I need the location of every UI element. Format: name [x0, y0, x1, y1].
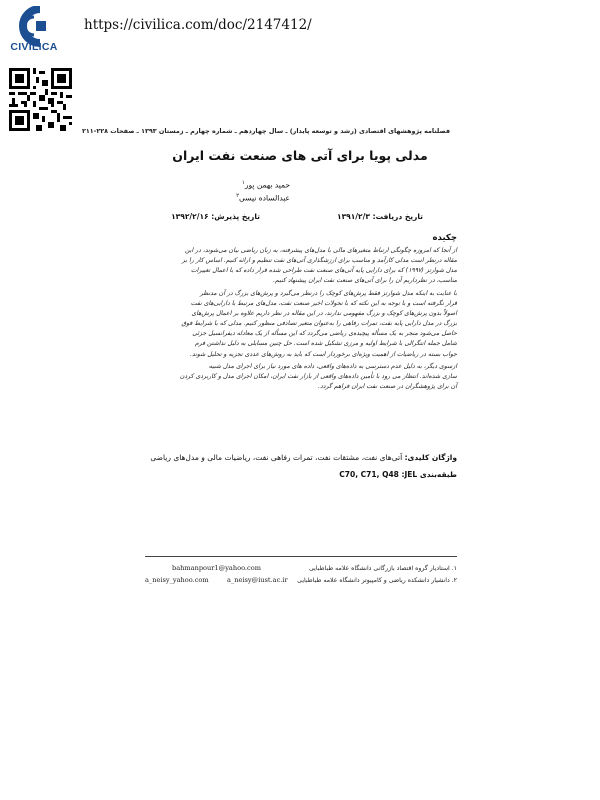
footnote-1-email[interactable]: bahmanpour1@yahoo.com	[172, 564, 261, 572]
abstract-line: با عنایت به اینکه مدل شوارتز فقط پرش‌های کوچک را درنظر می‌گیرد و پرش‌های بزرگ در آن مدنظر	[199, 290, 457, 297]
keywords	[142, 452, 457, 464]
abstract-line: مدل شوارتز (۱۹۹۷) که برای دارایی پایه آتی‌های صنعت نفت طراحی شده قرار داده که با اعمال تغییرات	[190, 267, 457, 275]
qr-code-icon	[9, 68, 72, 131]
abstract-line: حاصل می‌شود منجر به یک مسأله پیچیده‌ی ریاضی می‌گردد که این مسأله از یک معادله دیفرانسیل جزئی	[192, 330, 457, 338]
author-name: عبدالساده نیسی	[239, 193, 290, 203]
keywords-text: آتی‌های نفت، مشتقات نفت، تمرات رفاهی نفت، ریاضیات مالی و مدل‌های ریاضی	[150, 453, 403, 462]
abstract-line: اصولاً بدون پرش‌های کوچک و بزرگ مفهومی ندارند، در این مقاله در نظر داریم علاوه بر اعمال پرش‌های	[191, 310, 457, 318]
keywords-label: واژگان کلیدی:	[404, 453, 457, 462]
abstract-line: سازی شده‌اند. انتظار می رود با تأمین داده‌های واقعی از بازار نفت ایران، امکان اجرای مدل و کاربردی کردن	[179, 373, 457, 381]
abstract-line: مناسب، در نظرداریم آن را برای آتی‌های صنعت نفت ایران پیشنهاد کنیم.	[273, 277, 457, 285]
abstract-line: قرار نگرفته است و با توجه به این نکته که با تحولات اخیر صنعت نفت، مدل‌های مرتبط با دارایی‌های نفت	[190, 300, 457, 308]
author-2	[236, 193, 290, 203]
jel-classification	[339, 470, 457, 479]
author-name: حمید بهمن پور	[244, 180, 290, 190]
abstract-paragraph-1	[142, 246, 457, 286]
paper-title: مدلی پویا برای آتی های صنعت نفت ایران	[172, 148, 428, 163]
accepted-date: تاریخ پذیرش: ۱۳۹۲/۲/۱۶	[171, 212, 260, 221]
jel-label: طبقه‌بندی JEL:	[401, 470, 457, 479]
author-1	[242, 180, 290, 190]
footnote-mark: ۱	[241, 180, 245, 186]
abstract-heading: چکیده	[432, 233, 457, 243]
abstract-paragraph-2	[142, 289, 457, 360]
jel-codes: C70, C71, Q48	[339, 470, 399, 479]
abstract-line: بزرگ در مدل دارایی پایه نفت، تمرات رفاهی را به‌عنوان متغیر تصادفی منظور کنیم. مدلی که با شرایط فوق	[181, 320, 457, 328]
abstract-line: ازسوی دیگر، به دلیل عدم دسترسی به داده‌های واقعی، داده های مورد نیاز برای اجرای مدل شبیه	[208, 363, 457, 370]
abstract-paragraph-3	[142, 362, 457, 392]
footnote-2-email-alt[interactable]: a_neisy_yahoo.com	[145, 576, 209, 584]
abstract-line: مقاله درنظر است مدلی کارآمد و مناسب برای ارزشگذاری آتی‌های نفت تنظیم و ارائه کنیم. اساس کار را بر	[181, 257, 457, 265]
footnote-2-email[interactable]: a_neisy@iust.ac.ir	[227, 576, 288, 584]
footnote-2: ۲. دانشیار دانشکده ریاضی و کامپیوتر دانشگاه علامه طباطبایی	[297, 577, 457, 584]
abstract-line: از آنجا که امروزه چگونگی ارتباط متغیرهای مالی با مدل‌های پیشرفته، به زبان ریاضی بیان می‌شوند، در این	[185, 247, 457, 254]
abstract-line: شامل جمله انتگرالی با شرایط اولیه و مرزی تشکیل شده است. حل چنین مسایلی به دلیل نداشتن فرم	[194, 340, 457, 348]
logo-text: CIVILICA	[10, 41, 58, 53]
abstract-line: آن برای پژوهشگران در صنعت نفت ایران فراهم گردد.	[318, 383, 457, 391]
document-url[interactable]: https://civilica.com/doc/2147412/	[84, 17, 312, 33]
footnote-divider	[145, 556, 457, 557]
footnote-mark: ۲	[236, 193, 240, 199]
footnote-1: ۱. استادیار گروه اقتصاد بازرگانی دانشگاه علامه طباطبایی	[308, 565, 457, 572]
received-date: تاریخ دریافت: ۱۳۹۱/۲/۳	[337, 212, 423, 221]
journal-info: فصلنامه پژوهشهای اقتصادی (رشد و توسعه پایدار) ـ سال چهاردهم ـ شماره چهارم ـ زمستان ۱۳۹۳ ـ صفحات ۲۲۸-۲۱۱	[81, 127, 450, 135]
abstract-line: جواب بسته در ریاضیات از اهمیت ویژه‌ای برخوردار است که باید به روش‌های عددی تجزیه و تحلیل شوند.	[189, 350, 457, 358]
